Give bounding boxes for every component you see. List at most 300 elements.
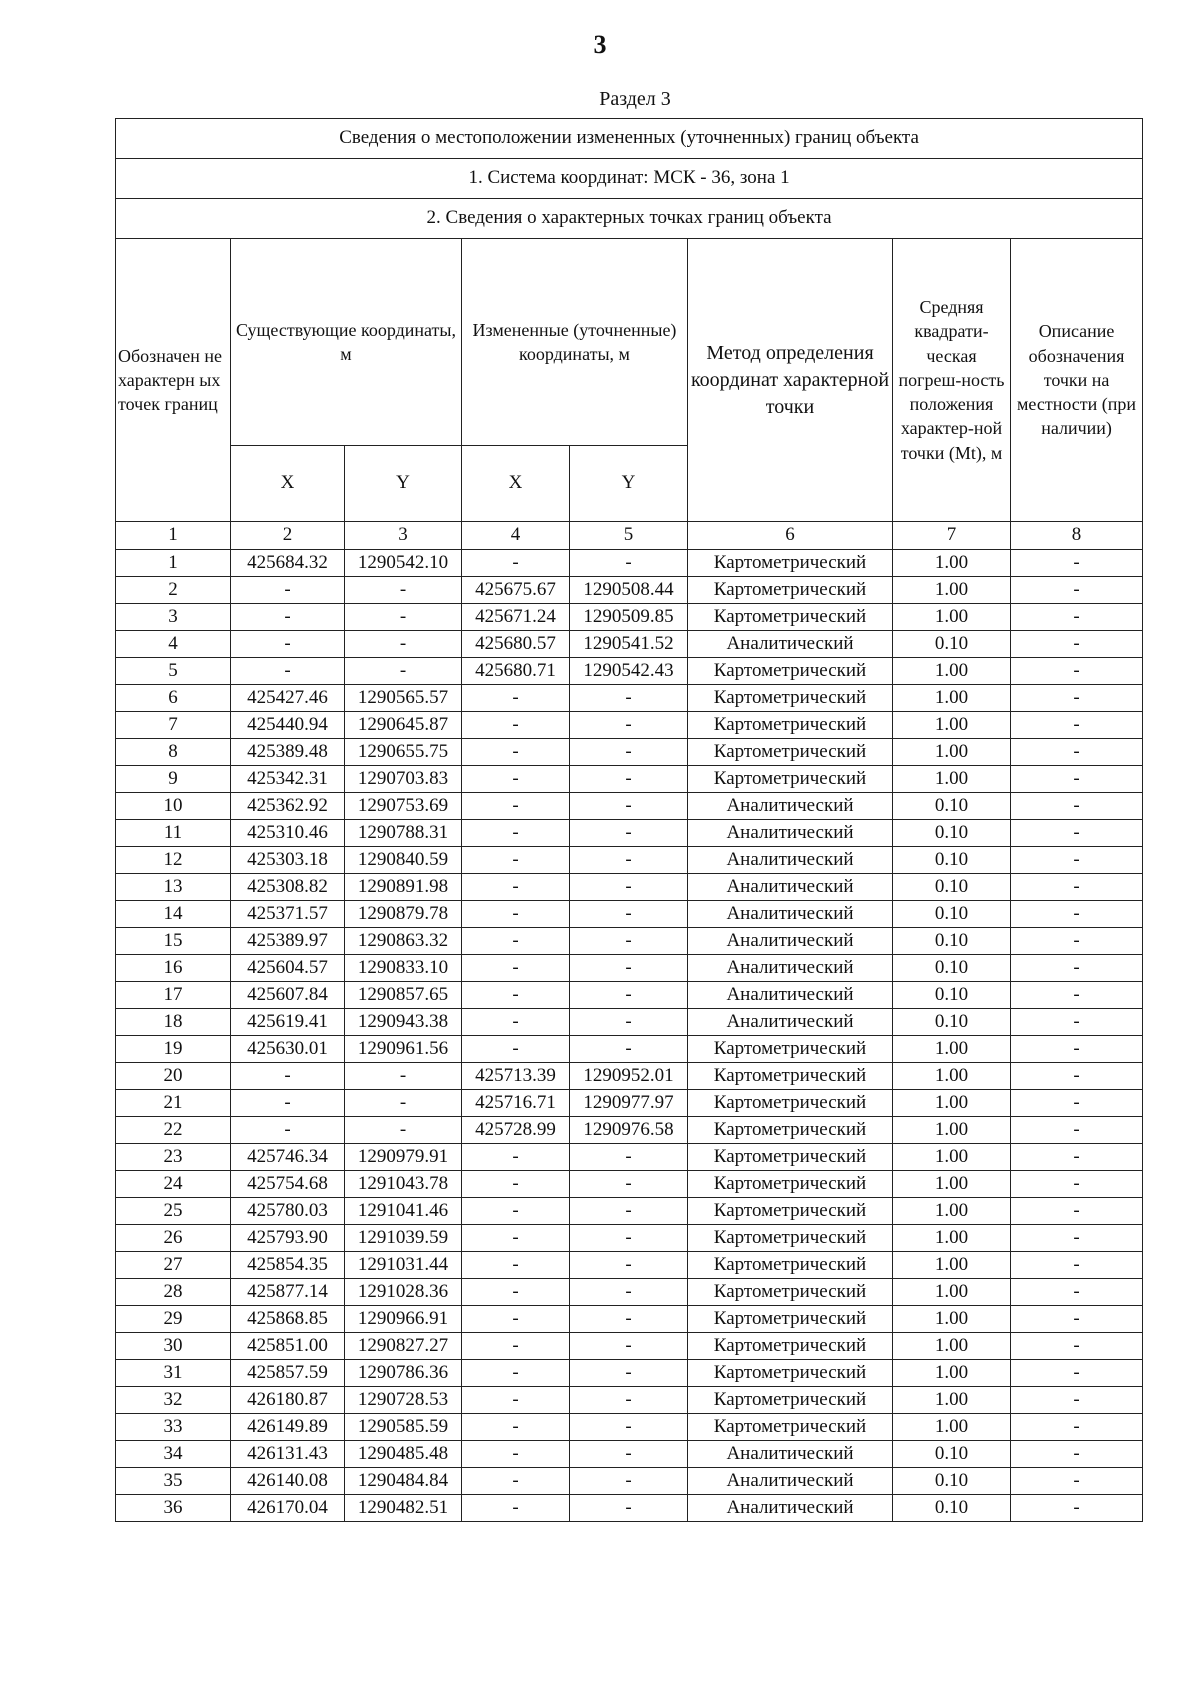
- table-row: [116, 1252, 1143, 1279]
- cell-mean-error: 1.00: [893, 1117, 1011, 1144]
- cell-existing-y: -: [345, 1090, 462, 1117]
- table-row: [116, 1333, 1143, 1360]
- cell-mean-error: 1.00: [893, 1306, 1011, 1333]
- cell-mean-error: 1.00: [893, 1414, 1011, 1441]
- cell-description: -: [1011, 1414, 1143, 1441]
- cell-existing-x: 425310.46: [231, 820, 345, 847]
- cell-changed-y: -: [570, 955, 688, 982]
- cell-description: -: [1011, 901, 1143, 928]
- cell-description: -: [1011, 1090, 1143, 1117]
- cell-changed-y: -: [570, 1144, 688, 1171]
- cell-existing-x: 425362.92: [231, 793, 345, 820]
- cell-mean-error: 1.00: [893, 1252, 1011, 1279]
- header-method: Метод определения координат характерной точки: [688, 239, 893, 522]
- cell-point-number: 9: [116, 766, 231, 793]
- cell-changed-x: -: [462, 901, 570, 928]
- cell-method: Картометрический: [688, 658, 893, 685]
- cell-existing-y: 1290753.69: [345, 793, 462, 820]
- cell-changed-y: -: [570, 928, 688, 955]
- cell-mean-error: 1.00: [893, 658, 1011, 685]
- cell-point-number: 31: [116, 1360, 231, 1387]
- cell-description: -: [1011, 874, 1143, 901]
- header-description: Описание обозначения точки на местности (при наличии): [1011, 239, 1143, 522]
- cell-changed-x: -: [462, 1360, 570, 1387]
- cell-existing-y: 1290484.84: [345, 1468, 462, 1495]
- cell-existing-x: 425793.90: [231, 1225, 345, 1252]
- cell-description: -: [1011, 1117, 1143, 1144]
- cell-existing-x: 426149.89: [231, 1414, 345, 1441]
- cell-changed-y: -: [570, 793, 688, 820]
- header-y-existing: Y: [345, 446, 462, 522]
- cell-method: Аналитический: [688, 928, 893, 955]
- cell-point-number: 16: [116, 955, 231, 982]
- cell-changed-x: -: [462, 1171, 570, 1198]
- column-number: 6: [688, 522, 893, 550]
- cell-existing-y: 1290863.32: [345, 928, 462, 955]
- table-row: [116, 1495, 1143, 1522]
- cell-changed-y: 1290541.52: [570, 631, 688, 658]
- cell-method: Картометрический: [688, 1252, 893, 1279]
- cell-existing-y: 1290979.91: [345, 1144, 462, 1171]
- cell-method: Картометрический: [688, 1144, 893, 1171]
- cell-changed-y: -: [570, 1225, 688, 1252]
- cell-changed-y: -: [570, 550, 688, 577]
- cell-existing-y: 1290645.87: [345, 712, 462, 739]
- cell-existing-y: 1290485.48: [345, 1441, 462, 1468]
- table-row: [116, 1468, 1143, 1495]
- cell-mean-error: 0.10: [893, 1468, 1011, 1495]
- cell-changed-y: -: [570, 739, 688, 766]
- cell-description: -: [1011, 820, 1143, 847]
- cell-existing-y: 1291031.44: [345, 1252, 462, 1279]
- cell-method: Картометрический: [688, 1387, 893, 1414]
- cell-point-number: 7: [116, 712, 231, 739]
- cell-changed-x: -: [462, 1387, 570, 1414]
- cell-existing-y: 1291043.78: [345, 1171, 462, 1198]
- cell-method: Аналитический: [688, 793, 893, 820]
- cell-point-number: 26: [116, 1225, 231, 1252]
- cell-point-number: 8: [116, 739, 231, 766]
- cell-changed-y: -: [570, 1009, 688, 1036]
- cell-changed-y: 1290509.85: [570, 604, 688, 631]
- cell-existing-y: -: [345, 631, 462, 658]
- cell-changed-y: -: [570, 1414, 688, 1441]
- cell-point-number: 21: [116, 1090, 231, 1117]
- cell-mean-error: 0.10: [893, 901, 1011, 928]
- table-row: [116, 1117, 1143, 1144]
- cell-description: -: [1011, 982, 1143, 1009]
- cell-point-number: 22: [116, 1117, 231, 1144]
- cell-point-number: 36: [116, 1495, 231, 1522]
- cell-point-number: 4: [116, 631, 231, 658]
- cell-changed-y: -: [570, 1036, 688, 1063]
- cell-existing-x: 425389.97: [231, 928, 345, 955]
- cell-point-number: 19: [116, 1036, 231, 1063]
- cell-point-number: 28: [116, 1279, 231, 1306]
- cell-existing-y: 1290585.59: [345, 1414, 462, 1441]
- cell-method: Картометрический: [688, 604, 893, 631]
- cell-changed-x: -: [462, 1333, 570, 1360]
- cell-existing-x: 426140.08: [231, 1468, 345, 1495]
- column-number: 8: [1011, 522, 1143, 550]
- table-row: [116, 1090, 1143, 1117]
- cell-existing-y: 1290891.98: [345, 874, 462, 901]
- cell-changed-x: -: [462, 1144, 570, 1171]
- cell-point-number: 5: [116, 658, 231, 685]
- cell-description: -: [1011, 1441, 1143, 1468]
- cell-existing-x: 426180.87: [231, 1387, 345, 1414]
- cell-changed-x: -: [462, 685, 570, 712]
- header-y-changed: Y: [570, 446, 688, 522]
- cell-point-number: 33: [116, 1414, 231, 1441]
- cell-method: Аналитический: [688, 955, 893, 982]
- table-row: [116, 874, 1143, 901]
- cell-method: Аналитический: [688, 874, 893, 901]
- cell-existing-x: -: [231, 1117, 345, 1144]
- cell-changed-x: 425671.24: [462, 604, 570, 631]
- table-row: [116, 901, 1143, 928]
- cell-changed-x: -: [462, 820, 570, 847]
- cell-existing-x: 425308.82: [231, 874, 345, 901]
- cell-mean-error: 1.00: [893, 1144, 1011, 1171]
- cell-existing-x: 425746.34: [231, 1144, 345, 1171]
- cell-changed-x: -: [462, 1279, 570, 1306]
- cell-description: -: [1011, 1333, 1143, 1360]
- cell-existing-y: 1290961.56: [345, 1036, 462, 1063]
- header-mean-error: Средняя квадрати-ческая погреш-ность положения характер-ной точки (Mt), м: [893, 239, 1011, 522]
- cell-existing-y: 1291041.46: [345, 1198, 462, 1225]
- cell-description: -: [1011, 1252, 1143, 1279]
- cell-existing-y: -: [345, 658, 462, 685]
- cell-method: Картометрический: [688, 685, 893, 712]
- table-row: [116, 604, 1143, 631]
- cell-changed-y: 1290508.44: [570, 577, 688, 604]
- cell-changed-y: 1290952.01: [570, 1063, 688, 1090]
- cell-method: Картометрический: [688, 766, 893, 793]
- boundary-points-table: [115, 118, 1143, 1522]
- cell-point-number: 24: [116, 1171, 231, 1198]
- cell-mean-error: 1.00: [893, 1036, 1011, 1063]
- cell-method: Аналитический: [688, 1495, 893, 1522]
- cell-changed-y: -: [570, 1279, 688, 1306]
- table-row: [116, 1279, 1143, 1306]
- table-row: [116, 1225, 1143, 1252]
- table-row: [116, 1063, 1143, 1090]
- cell-existing-y: 1290943.38: [345, 1009, 462, 1036]
- cell-existing-y: 1290482.51: [345, 1495, 462, 1522]
- cell-mean-error: 0.10: [893, 1495, 1011, 1522]
- cell-changed-x: 425680.71: [462, 658, 570, 685]
- cell-existing-x: -: [231, 1090, 345, 1117]
- cell-changed-x: -: [462, 1009, 570, 1036]
- cell-method: Картометрический: [688, 1360, 893, 1387]
- table-row: [116, 631, 1143, 658]
- cell-existing-y: 1290827.27: [345, 1333, 462, 1360]
- column-number-row: [116, 522, 1143, 550]
- cell-method: Картометрический: [688, 1117, 893, 1144]
- cell-existing-x: -: [231, 658, 345, 685]
- cell-description: -: [1011, 1198, 1143, 1225]
- cell-description: -: [1011, 550, 1143, 577]
- cell-method: Картометрический: [688, 550, 893, 577]
- cell-mean-error: 1.00: [893, 1279, 1011, 1306]
- cell-mean-error: 1.00: [893, 1198, 1011, 1225]
- cell-existing-x: -: [231, 604, 345, 631]
- table-row: [116, 1171, 1143, 1198]
- cell-method: Картометрический: [688, 739, 893, 766]
- cell-existing-x: 425389.48: [231, 739, 345, 766]
- cell-changed-y: -: [570, 712, 688, 739]
- cell-existing-y: -: [345, 1063, 462, 1090]
- cell-existing-x: -: [231, 631, 345, 658]
- cell-existing-y: -: [345, 1117, 462, 1144]
- cell-existing-y: 1290833.10: [345, 955, 462, 982]
- cell-existing-x: 425877.14: [231, 1279, 345, 1306]
- table-row: [116, 1306, 1143, 1333]
- cell-changed-y: -: [570, 685, 688, 712]
- cell-changed-x: -: [462, 1036, 570, 1063]
- cell-existing-x: 425754.68: [231, 1171, 345, 1198]
- table-row: [116, 577, 1143, 604]
- cell-changed-y: -: [570, 1441, 688, 1468]
- cell-existing-x: 425630.01: [231, 1036, 345, 1063]
- cell-point-number: 30: [116, 1333, 231, 1360]
- cell-existing-y: 1290966.91: [345, 1306, 462, 1333]
- cell-existing-x: 425684.32: [231, 550, 345, 577]
- cell-description: -: [1011, 928, 1143, 955]
- table-row: [116, 955, 1143, 982]
- cell-existing-x: 425440.94: [231, 712, 345, 739]
- cell-existing-x: 425780.03: [231, 1198, 345, 1225]
- cell-changed-x: -: [462, 1468, 570, 1495]
- cell-method: Картометрический: [688, 1171, 893, 1198]
- cell-existing-y: 1290565.57: [345, 685, 462, 712]
- cell-existing-x: 425854.35: [231, 1252, 345, 1279]
- cell-method: Аналитический: [688, 847, 893, 874]
- cell-mean-error: 0.10: [893, 847, 1011, 874]
- cell-mean-error: 0.10: [893, 874, 1011, 901]
- cell-description: -: [1011, 955, 1143, 982]
- cell-description: -: [1011, 631, 1143, 658]
- cell-point-number: 10: [116, 793, 231, 820]
- cell-existing-x: 426131.43: [231, 1441, 345, 1468]
- cell-description: -: [1011, 847, 1143, 874]
- cell-changed-x: 425680.57: [462, 631, 570, 658]
- cell-existing-y: -: [345, 604, 462, 631]
- cell-mean-error: 0.10: [893, 631, 1011, 658]
- points-heading-row: [116, 199, 1143, 239]
- cell-changed-x: -: [462, 793, 570, 820]
- cell-existing-x: -: [231, 1063, 345, 1090]
- cell-point-number: 1: [116, 550, 231, 577]
- cell-method: Картометрический: [688, 1279, 893, 1306]
- cell-mean-error: 1.00: [893, 1333, 1011, 1360]
- cell-changed-y: 1290977.97: [570, 1090, 688, 1117]
- cell-method: Аналитический: [688, 1441, 893, 1468]
- header-existing-coordinates: Существующие координаты, м: [231, 239, 462, 446]
- cell-point-number: 2: [116, 577, 231, 604]
- cell-description: -: [1011, 1144, 1143, 1171]
- column-number: 1: [116, 522, 231, 550]
- cell-description: -: [1011, 1171, 1143, 1198]
- cell-mean-error: 1.00: [893, 1063, 1011, 1090]
- cell-existing-x: 425868.85: [231, 1306, 345, 1333]
- cell-method: Картометрический: [688, 1306, 893, 1333]
- cell-mean-error: 1.00: [893, 712, 1011, 739]
- cell-changed-y: -: [570, 1333, 688, 1360]
- cell-point-number: 12: [116, 847, 231, 874]
- header-point-designation: Обозначен не характерн ых точек границ: [116, 239, 231, 522]
- cell-method: Аналитический: [688, 820, 893, 847]
- section-label: Раздел 3: [599, 88, 671, 110]
- table-row: [116, 1009, 1143, 1036]
- column-number: 4: [462, 522, 570, 550]
- cell-mean-error: 1.00: [893, 1225, 1011, 1252]
- cell-point-number: 20: [116, 1063, 231, 1090]
- cell-description: -: [1011, 1387, 1143, 1414]
- cell-existing-x: -: [231, 577, 345, 604]
- cell-point-number: 18: [116, 1009, 231, 1036]
- cell-existing-y: 1290857.65: [345, 982, 462, 1009]
- table-row: [116, 793, 1143, 820]
- cell-changed-x: 425713.39: [462, 1063, 570, 1090]
- cell-description: -: [1011, 766, 1143, 793]
- cell-mean-error: 1.00: [893, 1360, 1011, 1387]
- cell-mean-error: 1.00: [893, 1387, 1011, 1414]
- header-row-1: [116, 239, 1143, 446]
- column-number: 3: [345, 522, 462, 550]
- table-row: [116, 739, 1143, 766]
- cell-description: -: [1011, 1036, 1143, 1063]
- table-row: [116, 766, 1143, 793]
- header-x-existing: X: [231, 446, 345, 522]
- cell-changed-y: -: [570, 1252, 688, 1279]
- cell-existing-y: -: [345, 577, 462, 604]
- cell-point-number: 14: [116, 901, 231, 928]
- cell-description: -: [1011, 604, 1143, 631]
- cell-method: Картометрический: [688, 577, 893, 604]
- cell-existing-y: 1291028.36: [345, 1279, 462, 1306]
- cell-description: -: [1011, 1468, 1143, 1495]
- table-row: [116, 658, 1143, 685]
- cell-existing-y: 1290788.31: [345, 820, 462, 847]
- cell-description: -: [1011, 739, 1143, 766]
- cell-existing-x: 425851.00: [231, 1333, 345, 1360]
- cell-mean-error: 0.10: [893, 820, 1011, 847]
- cell-changed-x: -: [462, 712, 570, 739]
- cell-description: -: [1011, 793, 1143, 820]
- column-number: 2: [231, 522, 345, 550]
- cell-changed-x: -: [462, 739, 570, 766]
- cell-existing-y: 1290786.36: [345, 1360, 462, 1387]
- cell-point-number: 15: [116, 928, 231, 955]
- cell-method: Картометрический: [688, 1090, 893, 1117]
- cell-point-number: 35: [116, 1468, 231, 1495]
- cell-changed-y: -: [570, 901, 688, 928]
- cell-mean-error: 0.10: [893, 928, 1011, 955]
- cell-mean-error: 1.00: [893, 604, 1011, 631]
- column-number: 7: [893, 522, 1011, 550]
- points-heading: 2. Сведения о характерных точках границ объекта: [116, 199, 1143, 239]
- cell-existing-x: 426170.04: [231, 1495, 345, 1522]
- cell-existing-x: 425303.18: [231, 847, 345, 874]
- cell-method: Картометрический: [688, 1333, 893, 1360]
- cell-changed-x: -: [462, 955, 570, 982]
- cell-point-number: 27: [116, 1252, 231, 1279]
- coordinate-system: 1. Система координат: МСК - 36, зона 1: [116, 159, 1143, 199]
- cell-mean-error: 0.10: [893, 1441, 1011, 1468]
- cell-existing-x: 425607.84: [231, 982, 345, 1009]
- cell-changed-x: -: [462, 1306, 570, 1333]
- table-row: [116, 1144, 1143, 1171]
- cell-changed-x: -: [462, 1252, 570, 1279]
- cell-changed-y: -: [570, 1387, 688, 1414]
- cell-changed-y: -: [570, 1171, 688, 1198]
- table-row: [116, 712, 1143, 739]
- column-number: 5: [570, 522, 688, 550]
- cell-existing-y: 1290655.75: [345, 739, 462, 766]
- cell-existing-x: 425427.46: [231, 685, 345, 712]
- table-row: [116, 928, 1143, 955]
- cell-method: Аналитический: [688, 631, 893, 658]
- cell-method: Картометрический: [688, 1225, 893, 1252]
- cell-changed-y: -: [570, 1468, 688, 1495]
- cell-existing-x: 425371.57: [231, 901, 345, 928]
- cell-mean-error: 0.10: [893, 982, 1011, 1009]
- cell-mean-error: 0.10: [893, 793, 1011, 820]
- cell-existing-x: 425857.59: [231, 1360, 345, 1387]
- table-row: [116, 1387, 1143, 1414]
- cell-changed-y: -: [570, 1495, 688, 1522]
- cell-changed-y: 1290976.58: [570, 1117, 688, 1144]
- cell-description: -: [1011, 712, 1143, 739]
- cell-description: -: [1011, 1495, 1143, 1522]
- table-row: [116, 820, 1143, 847]
- cell-mean-error: 1.00: [893, 739, 1011, 766]
- page-number: 3: [593, 30, 607, 59]
- cell-method: Аналитический: [688, 901, 893, 928]
- cell-point-number: 6: [116, 685, 231, 712]
- cell-description: -: [1011, 1279, 1143, 1306]
- cell-description: -: [1011, 685, 1143, 712]
- cell-existing-x: 425342.31: [231, 766, 345, 793]
- cell-changed-x: 425728.99: [462, 1117, 570, 1144]
- table-row: [116, 1360, 1143, 1387]
- table-row: [116, 847, 1143, 874]
- cell-description: -: [1011, 1009, 1143, 1036]
- cell-changed-y: -: [570, 874, 688, 901]
- table-body: [116, 119, 1143, 1522]
- cell-mean-error: 0.10: [893, 955, 1011, 982]
- cell-changed-y: -: [570, 1360, 688, 1387]
- cell-method: Картометрический: [688, 1036, 893, 1063]
- cell-mean-error: 0.10: [893, 1009, 1011, 1036]
- cell-mean-error: 1.00: [893, 766, 1011, 793]
- cell-existing-y: 1290879.78: [345, 901, 462, 928]
- cell-description: -: [1011, 1225, 1143, 1252]
- cell-existing-y: 1290728.53: [345, 1387, 462, 1414]
- cell-changed-y: 1290542.43: [570, 658, 688, 685]
- table-row: [116, 1441, 1143, 1468]
- header-x-changed: X: [462, 446, 570, 522]
- cell-changed-x: -: [462, 766, 570, 793]
- cell-description: -: [1011, 1306, 1143, 1333]
- cell-changed-y: -: [570, 1306, 688, 1333]
- table-row: [116, 1414, 1143, 1441]
- table-row: [116, 685, 1143, 712]
- cell-mean-error: 1.00: [893, 1090, 1011, 1117]
- cell-existing-x: 425604.57: [231, 955, 345, 982]
